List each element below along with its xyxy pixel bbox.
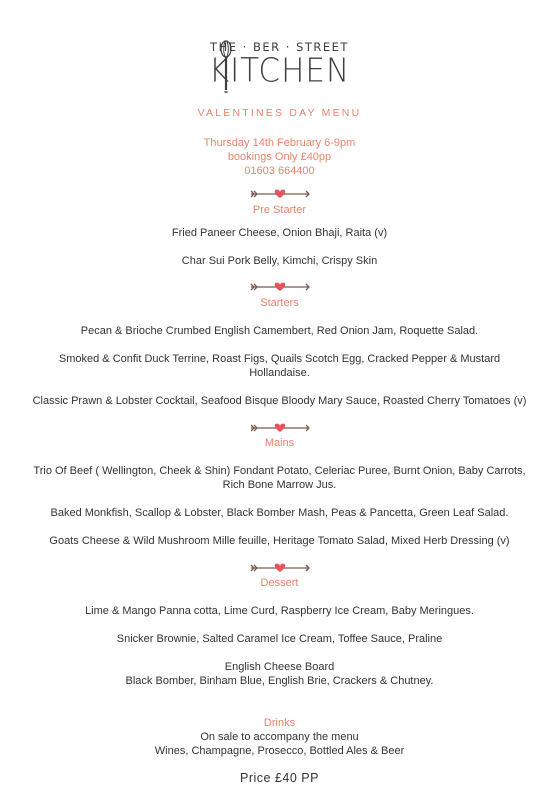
drinks-list: Wines, Champagne, Prosecco, Bottled Ales & Beer [154,745,405,757]
event-bookings: bookings Only £40pp [227,151,332,163]
menu-item: Char Sui Pork Belly, Kimchi, Crispy Skin [181,255,378,267]
drinks-note: On sale to accompany the menu [200,731,359,743]
menu-item: Snicker Brownie, Salted Caramel Ice Cream, Toffee Sauce, Praline [116,633,443,645]
heart-arrow-icon [0,422,559,434]
menu-item: Trio Of Beef ( Wellington, Cheek & Shin) Fondant Potato, Celeriac Puree, Burnt Onion, Baby Carrots, [33,465,526,477]
heart-arrow-icon [0,281,559,293]
logo-top-text: THE · BER · STREET [210,40,349,54]
menu-price: Price £40 PP [240,771,319,785]
menu-item: English Cheese Board [224,661,335,673]
section-heading-drinks: Drinks [263,717,296,729]
event-date: Thursday 14th February 6-9pm [203,137,356,149]
logo-main-text: KITCHEN [208,52,351,90]
menu-item: Smoked & Confit Duck Terrine, Roast Figs, Quails Scotch Egg, Cracked Pepper & Mustard [58,353,501,365]
menu-item: Pecan & Brioche Crumbed English Camembert, Red Onion Jam, Roquette Salad. [80,325,479,337]
menu-item: Lime & Mango Panna cotta, Lime Curd, Raspberry Ice Cream, Baby Meringues. [85,605,474,617]
menu-item: Baked Monkfish, Scallop & Lobster, Black Bomber Mash, Peas & Pancetta, Green Leaf Salad. [50,507,509,519]
menu-item: Rich Bone Marrow Jus. [222,479,337,491]
restaurant-logo [0,40,559,88]
menu-item: Fried Paneer Cheese, Onion Bhaji, Raita (v) [171,227,388,239]
section-heading-mains: Mains [264,437,295,449]
section-heading-starters: Starters [260,297,299,309]
menu-item: Classic Prawn & Lobster Cocktail, Seafood Bisque Bloody Mary Sauce, Roasted Cherry Tomatoes (v) [32,395,527,407]
heart-arrow-icon [0,562,559,574]
heart-arrow-icon [0,188,559,200]
menu-item: Black Bomber, Binham Blue, English Brie, Crackers & Chutney. [125,675,434,687]
menu-item: Hollandaise. [249,367,310,379]
menu-title: VALENTINES DAY MENU [197,107,362,119]
event-phone: 01603 664400 [244,165,315,177]
whisk-icon [219,40,233,96]
section-heading-dessert: Dessert [260,577,299,589]
section-heading-pre-starter: Pre Starter [252,204,307,216]
menu-item: Goats Cheese & Wild Mushroom Mille feuille, Heritage Tomato Salad, Mixed Herb Dressing (v) [49,535,510,547]
